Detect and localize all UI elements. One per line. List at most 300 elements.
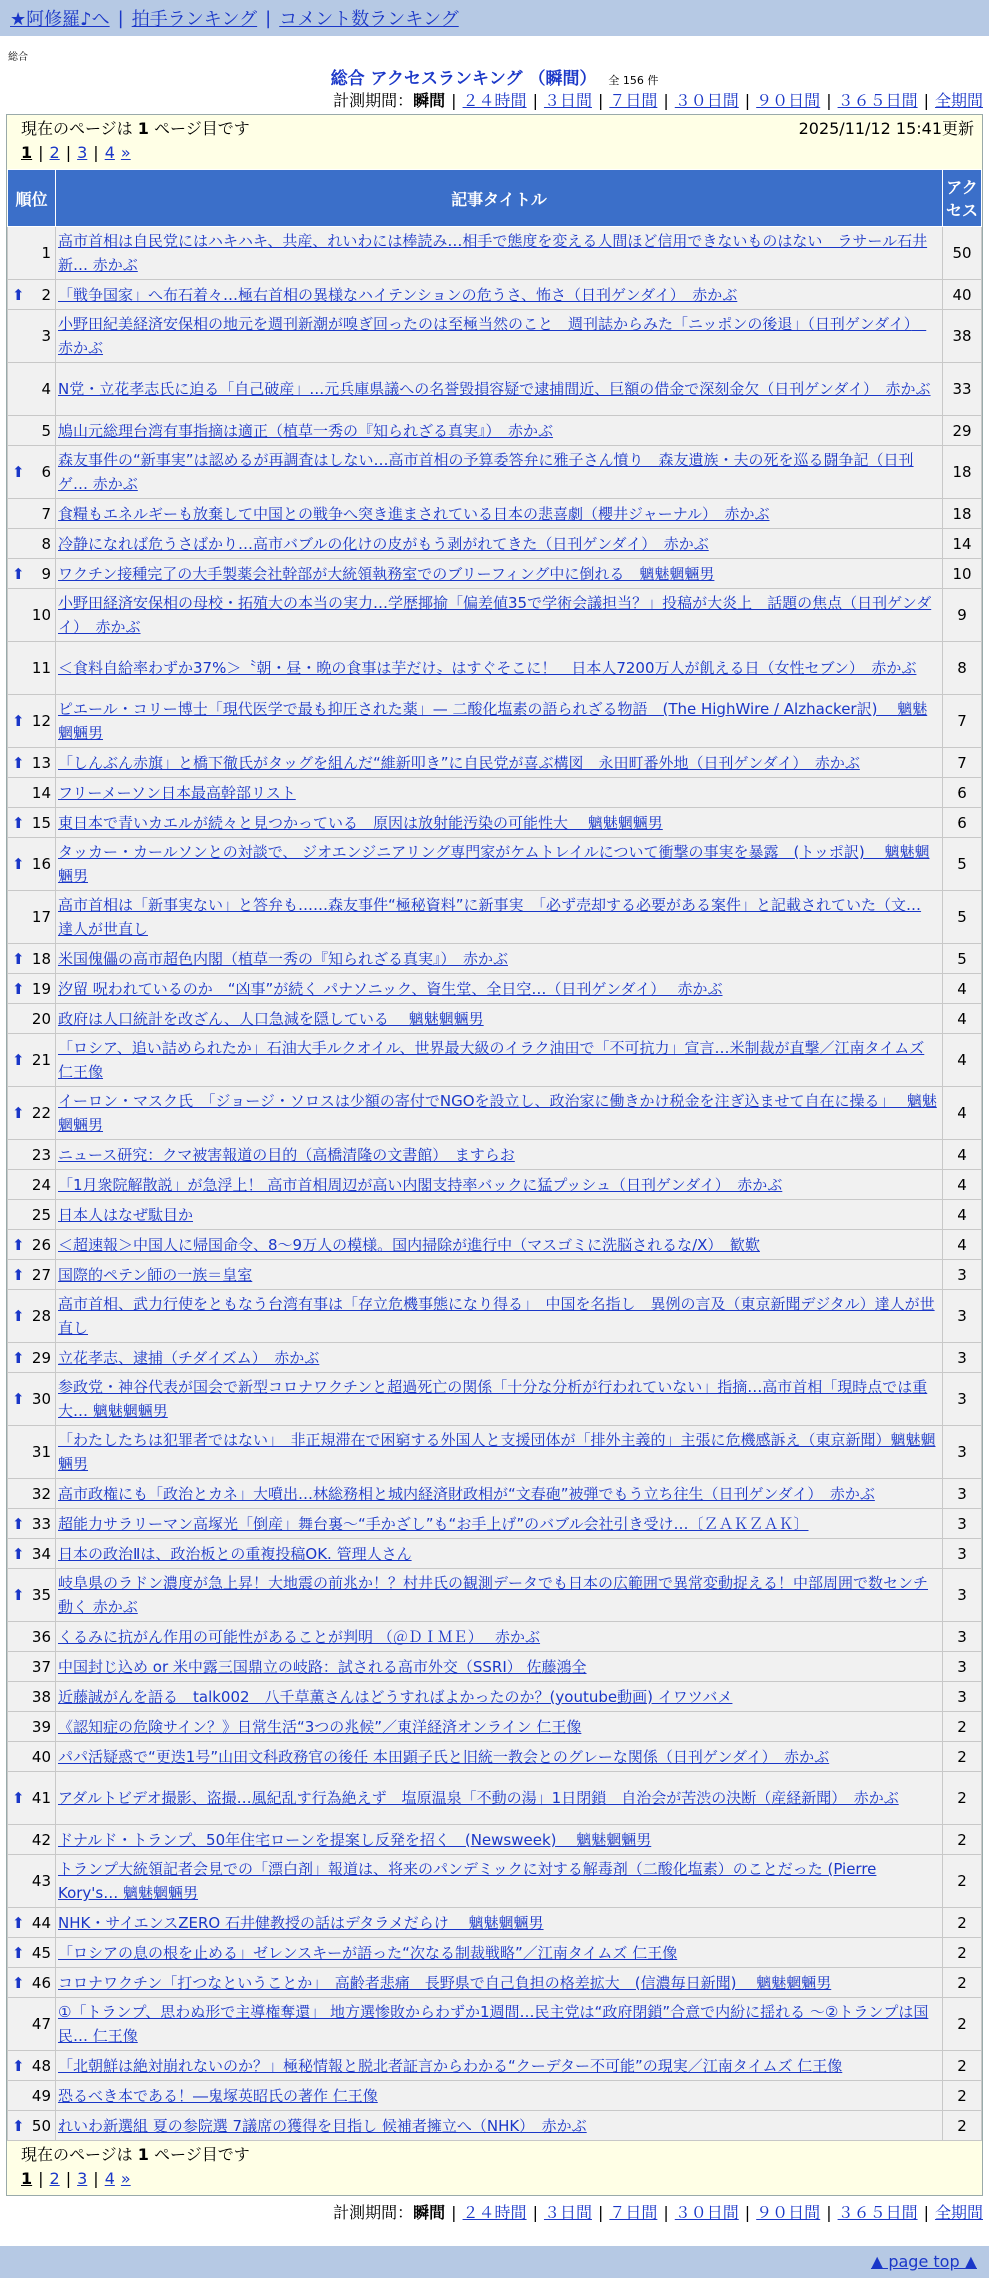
rank-number: 18 — [31, 949, 51, 968]
article-link[interactable]: 「ロシア、追い詰められたか」石油大手ルクオイル、世界最大級のイラク油田で「不可抗力」宣言…米制裁が直撃／江南タイムズ 仁王像 — [58, 1039, 925, 1081]
table-row — [8, 1855, 982, 1908]
link-applause-ranking[interactable]: 拍手ランキング — [131, 9, 258, 30]
rank-cell — [8, 1622, 56, 1652]
article-link[interactable]: 「戦争国家」へ布石着々…極右首相の異様なハイテンションの危うさ、怖さ（日刊ゲンダイ） 赤かぶ — [58, 285, 738, 304]
table-row — [8, 1908, 982, 1938]
rank-cell — [8, 1004, 56, 1034]
nav-separator: | — [265, 7, 272, 29]
rank-cell — [8, 1373, 56, 1426]
rank-number: 12 — [31, 712, 51, 730]
rank-cell — [8, 1034, 56, 1087]
total-count: 全 156 件 — [608, 74, 659, 87]
rank-up-arrow-icon: ⬆ — [12, 1973, 25, 1992]
pager-top — [21, 141, 974, 165]
rank-up-arrow-icon: ⬆ — [12, 712, 25, 730]
rank-cell — [8, 1908, 56, 1938]
rank-number: 36 — [31, 1627, 51, 1646]
ranking-container — [6, 114, 983, 2196]
title-cell — [56, 529, 943, 559]
rank-number: 5 — [41, 421, 51, 440]
article-link[interactable]: NHK・サイエンスZERO 石井健教授の話はデタラメだらけ 魑魅魍魎男 — [58, 1913, 544, 1932]
rank-number: 6 — [41, 463, 51, 481]
article-link[interactable]: ドナルド・トランプ、50年住宅ローンを提案し反発を招く (Newsweek) 魑魅魍魎男 — [58, 1830, 652, 1849]
article-link[interactable]: イーロン・マスク氏 「ジョージ・ソロスは少額の寄付でNGOを設立し、政治家に働きかけ税金を注ぎ込ませて自在に操る」 魑魅魍魎男 — [58, 1092, 937, 1134]
pager-page-3[interactable]: 3 — [77, 143, 88, 162]
period-separator: | — [532, 91, 538, 110]
page-info-top — [7, 115, 982, 169]
title-cell — [56, 1772, 943, 1825]
access-count: 3 — [943, 1260, 982, 1290]
article-link[interactable]: 食糧もエネルギーも放棄して中国との戦争へ突き進まされている日本の悲喜劇（櫻井ジャーナル） 赤かぶ — [58, 504, 770, 523]
access-count: 2 — [943, 1742, 982, 1772]
article-link[interactable]: 近藤誠がんを語る talk002 八千草薫さんはどうすればよかったのか？(youtube動画) イワツバメ — [58, 1687, 733, 1706]
rank-cell — [8, 695, 56, 748]
ranking-table — [7, 169, 982, 2141]
rank-cell — [8, 1260, 56, 1290]
pager-page-2[interactable]: 2 — [49, 2169, 60, 2188]
title-cell — [56, 1290, 943, 1343]
article-link[interactable]: 「1月衆院解散説」が急浮上！ 高市首相周辺が高い内閣支持率バックに猛プッシュ（日刊ゲンダイ） 赤かぶ — [58, 1175, 783, 1194]
access-count: 4 — [943, 1034, 982, 1087]
top-nav-bar — [0, 0, 989, 36]
table-row — [8, 1509, 982, 1539]
title-cell — [56, 1908, 943, 1938]
title-cell — [56, 1742, 943, 1772]
table-row — [8, 1682, 982, 1712]
period-option-1[interactable]: ３日間 — [543, 2203, 592, 2222]
access-count: 8 — [943, 642, 982, 695]
period-option-3[interactable]: ３０日間 — [674, 2203, 739, 2222]
rank-cell — [8, 944, 56, 974]
article-link[interactable]: パパ活疑惑で“更迭1号”山田文科政務官の後任 本田顕子氏と旧統一教会とのグレーな関係（日刊ゲンダイ） 赤かぶ — [58, 1747, 830, 1766]
rank-up-arrow-icon: ⬆ — [12, 1943, 25, 1962]
rank-up-arrow-icon: ⬆ — [12, 949, 25, 968]
article-link[interactable]: ＜食料自給率わずか37%＞〝朝・昼・晩の食事は芋だけ〟はすぐそこに！ 日本人7200万人が飢える日（女性セブン） 赤かぶ — [58, 659, 917, 677]
rank-cell — [8, 1509, 56, 1539]
article-link[interactable]: 「北朝鮮は絶対崩れないのか？」極秘情報と脱北者証言からわかる“クーデター不可能”の現実／江南タイムズ 仁王像 — [58, 2056, 843, 2075]
article-link[interactable]: 中国封じ込め or 米中露三国鼎立の岐路：試される高市外交（SSRI） 佐藤鴻全 — [58, 1657, 587, 1676]
article-link[interactable]: 東日本で青いカエルが続々と見つかっている 原因は放射能汚染の可能性大 魑魅魍魎男 — [58, 813, 663, 832]
rank-number: 20 — [31, 1009, 51, 1028]
rank-cell — [8, 499, 56, 529]
period-current: 瞬間 — [413, 2203, 446, 2222]
period-option-4[interactable]: ９０日間 — [756, 2203, 821, 2222]
table-row — [8, 310, 982, 363]
rank-up-arrow-icon: ⬆ — [12, 463, 25, 481]
pager-separator: | — [93, 143, 99, 162]
article-link[interactable]: ワクチン接種完了の大手製薬会社幹部が大統領執務室でのブリーフィング中に倒れる 魑魅魍魎男 — [58, 564, 715, 583]
pager-bottom — [21, 2167, 974, 2191]
article-link[interactable]: 恐るべき本である！―鬼塚英昭氏の著作 仁王像 — [58, 2086, 378, 2105]
table-row — [8, 416, 982, 446]
article-link[interactable]: アダルトビデオ撮影、盗撮…風紀乱す行為絶えず 塩原温泉「不動の湯」1日閉鎖 自治会が苦渋の決断（産経新聞） 赤かぶ — [58, 1789, 899, 1807]
title-cell — [56, 1373, 943, 1426]
title-cell — [56, 227, 943, 280]
rank-number: 39 — [31, 1717, 51, 1736]
rank-number: 31 — [31, 1443, 51, 1461]
rank-cell — [8, 1712, 56, 1742]
access-count: 5 — [943, 891, 982, 944]
access-count: 2 — [943, 1968, 982, 1998]
period-separator: | — [663, 91, 669, 110]
rank-cell — [8, 1772, 56, 1825]
rank-up-arrow-icon: ⬆ — [12, 1235, 25, 1254]
link-ashura-top[interactable]: ★阿修羅♪へ — [10, 9, 110, 30]
rank-number: 13 — [31, 753, 51, 772]
rank-number: 29 — [31, 1348, 51, 1367]
article-link[interactable]: N党・立花孝志氏に迫る「自己破産」…元兵庫県議への名誉毀損容疑で逮捕間近、巨額の借金で深刻金欠（日刊ゲンダイ） 赤かぶ — [58, 380, 931, 398]
access-count: 7 — [943, 695, 982, 748]
period-separator: | — [826, 91, 832, 110]
rank-number: 28 — [31, 1307, 51, 1325]
rank-cell — [8, 1652, 56, 1682]
article-link[interactable]: ニュース研究：クマ被害報道の目的（高橋清隆の文書館） ますらお — [58, 1145, 515, 1164]
article-link[interactable]: ＜超速報＞中国人に帰国命令、8〜9万人の模様。国内掃除が進行中（マスゴミに洗脳されるな/X） 歓歎 — [58, 1235, 760, 1254]
table-row — [8, 1742, 982, 1772]
rank-cell — [8, 808, 56, 838]
rank-number: 3 — [41, 327, 51, 345]
title-cell — [56, 416, 943, 446]
table-row — [8, 1968, 982, 1998]
table-row — [8, 363, 982, 416]
table-row — [8, 1200, 982, 1230]
period-selector-bottom — [0, 2200, 989, 2226]
table-row — [8, 1772, 982, 1825]
rank-up-arrow-icon: ⬆ — [12, 2056, 25, 2075]
article-link[interactable]: タッカー・カールソンとの対談で、 ジオエンジニアリング専門家がケムトレイルについて衝撃の事実を暴露 (トッポ訳) 魑魅魍魎男 — [58, 843, 930, 885]
article-link[interactable]: 《認知症の危険サイン？》日常生活“3つの兆候”／東洋経済オンライン 仁王像 — [58, 1717, 582, 1736]
title-cell — [56, 778, 943, 808]
rank-up-arrow-icon: ⬆ — [12, 979, 25, 998]
rank-cell — [8, 838, 56, 891]
access-count: 18 — [943, 499, 982, 529]
title-cell — [56, 559, 943, 589]
rank-cell — [8, 1938, 56, 1968]
period-current: 瞬間 — [413, 91, 446, 110]
rank-up-arrow-icon: ⬆ — [12, 1586, 25, 1604]
access-count: 4 — [943, 1004, 982, 1034]
table-row — [8, 1373, 982, 1426]
rank-cell — [8, 280, 56, 310]
title-cell — [56, 310, 943, 363]
rank-cell — [8, 891, 56, 944]
title-cell — [56, 1509, 943, 1539]
access-count: 29 — [943, 416, 982, 446]
article-link[interactable]: 冷静になれば危うさばかり…高市バブルの化けの皮がもう剥がれてきた（日刊ゲンダイ） 赤かぶ — [58, 534, 709, 553]
rank-number: 4 — [41, 380, 51, 398]
pager-separator: | — [38, 143, 44, 162]
table-row — [8, 1170, 982, 1200]
table-row — [8, 2081, 982, 2111]
table-row — [8, 974, 982, 1004]
article-link[interactable]: 森友事件の“新事実”は認めるが再調査はしない…高市首相の予算委答弁に雅子さん憤り 森友遺族・夫の死を巡る闘争記（日刊ゲ… 赤かぶ — [58, 451, 914, 493]
rank-number: 50 — [31, 2116, 51, 2135]
period-option-2[interactable]: ７日間 — [609, 2203, 658, 2222]
rank-number: 8 — [41, 534, 51, 553]
period-separator: | — [744, 2203, 751, 2222]
rank-cell — [8, 2111, 56, 2141]
table-row — [8, 1569, 982, 1622]
access-count: 2 — [943, 1825, 982, 1855]
current-page-text: 現在のページは 1 ページ目です — [21, 2145, 250, 2164]
article-link[interactable]: トランプ大統領記者会見での「漂白剤」報道は、将来のパンデミックに対する解毒剤（二酸化塩素）のことだった (Pierre Kory's… 魑魅魍魎男 — [58, 1860, 877, 1902]
article-link[interactable]: 小野田経済安保相の母校・拓殖大の本当の実力…学歴揶揄「偏差値35で学術会議担当？」投稿が大炎上 話題の焦点（日刊ゲンダイ） 赤かぶ — [58, 594, 932, 636]
table-row — [8, 1938, 982, 1968]
title-cell — [56, 1712, 943, 1742]
rank-cell — [8, 1343, 56, 1373]
title-cell — [56, 2081, 943, 2111]
rank-number: 38 — [31, 1687, 51, 1706]
rank-up-arrow-icon: ⬆ — [12, 564, 25, 583]
rank-number: 16 — [31, 855, 51, 873]
title-cell — [56, 1200, 943, 1230]
access-count: 2 — [943, 1938, 982, 1968]
article-link[interactable]: 高市首相、武力行使をともなう台湾有事は「存立危機事態になり得る」 中国を名指し 異例の言及（東京新聞デジタル）達人が世直し — [58, 1295, 935, 1337]
pager-page-1[interactable]: 1 — [21, 2169, 33, 2188]
rank-number: 14 — [31, 783, 51, 802]
pager-separator: | — [93, 2169, 99, 2188]
pager-page-3[interactable]: 3 — [77, 2169, 88, 2188]
table-row — [8, 227, 982, 280]
table-row — [8, 446, 982, 499]
nav-separator: | — [117, 7, 124, 29]
article-link[interactable]: 高市首相は自民党にはハキハキ、共産、れいわには棒読み…相手で態度を変える人間ほど信用できないものはない ラサール石井 新… 赤かぶ — [58, 232, 928, 274]
pager-next[interactable]: » — [120, 2169, 131, 2188]
rank-cell — [8, 1290, 56, 1343]
table-row — [8, 2111, 982, 2141]
article-link[interactable]: 小野田紀美経済安保相の地元を週刊新潮が嗅ぎ回ったのは至極当然のこと 週刊誌からみた「ニッポンの後退」（日刊ゲンダイ） 赤かぶ — [58, 315, 927, 357]
rank-cell — [8, 1569, 56, 1622]
rank-cell — [8, 1825, 56, 1855]
title-cell — [56, 2111, 943, 2141]
article-link[interactable]: 立花孝志、逮捕（チダイズム） 赤かぶ — [58, 1348, 320, 1367]
title-cell — [56, 891, 943, 944]
rank-number: 22 — [31, 1104, 51, 1122]
title-cell — [56, 1938, 943, 1968]
period-option-4[interactable]: ９０日間 — [756, 91, 821, 110]
rank-cell — [8, 1170, 56, 1200]
access-count: 33 — [943, 363, 982, 416]
rank-up-arrow-icon: ⬆ — [12, 1789, 25, 1807]
rank-cell — [8, 446, 56, 499]
period-separator: | — [597, 2203, 604, 2222]
table-row — [8, 1343, 982, 1373]
article-link[interactable]: 岐阜県のラドン濃度が急上昇！大地震の前兆か！？村井氏の観測データでも日本の広範囲で異常変動捉える！中部周囲で数センチ動く 赤かぶ — [58, 1574, 929, 1616]
title-cell — [56, 1343, 943, 1373]
access-count: 3 — [943, 1479, 982, 1509]
title-cell — [56, 974, 943, 1004]
table-row — [8, 280, 982, 310]
rank-number: 21 — [31, 1051, 51, 1069]
rank-cell — [8, 1968, 56, 1998]
access-count: 2 — [943, 1855, 982, 1908]
period-label: 計測期間： — [333, 91, 414, 110]
access-count: 3 — [943, 1569, 982, 1622]
article-link[interactable]: 汐留 呪われているのか “凶事”が続く パナソニック、資生堂、全日空…（日刊ゲンダイ） 赤かぶ — [58, 979, 723, 998]
period-option-5[interactable]: ３６５日間 — [837, 2203, 918, 2222]
period-option-6[interactable]: 全期間 — [934, 2203, 983, 2222]
table-row — [8, 778, 982, 808]
article-link[interactable]: 「わたしたちは犯罪者ではない」 非正規滞在で困窮する外国人と支援団体が「排外主義的」主張に危機感訴え（東京新聞）魑魅魍魎男 — [58, 1431, 936, 1473]
period-option-1[interactable]: ３日間 — [543, 91, 592, 110]
access-count: 3 — [943, 1682, 982, 1712]
table-row — [8, 2051, 982, 2081]
rank-cell — [8, 1426, 56, 1479]
period-separator: | — [826, 2203, 832, 2222]
article-link[interactable]: 日本の政治Ⅱは、政治板との重複投稿OK. 管理人さん — [58, 1544, 412, 1563]
rank-cell — [8, 227, 56, 280]
title-cell — [56, 1652, 943, 1682]
header-access: アクセス — [943, 170, 982, 227]
rank-number: 48 — [31, 2056, 51, 2075]
rank-number: 25 — [31, 1205, 51, 1224]
access-count: 40 — [943, 280, 982, 310]
period-option-3[interactable]: ３０日間 — [674, 91, 739, 110]
access-count: 7 — [943, 748, 982, 778]
article-link[interactable]: 高市政権にも「政治とカネ」大噴出…林総務相と城内経済財政相が“文春砲”被弾でもう立ち往生（日刊ゲンダイ） 赤かぶ — [58, 1484, 875, 1503]
rank-number: 11 — [31, 659, 51, 677]
access-count: 2 — [943, 1908, 982, 1938]
rank-cell — [8, 589, 56, 642]
rank-number: 46 — [31, 1973, 51, 1992]
access-count: 5 — [943, 838, 982, 891]
rank-number: 27 — [31, 1265, 51, 1284]
table-row — [8, 1034, 982, 1087]
title-cell — [56, 1855, 943, 1908]
pager-page-4[interactable]: 4 — [104, 143, 115, 162]
rank-number: 10 — [31, 606, 51, 624]
pager-page-2[interactable]: 2 — [49, 143, 60, 162]
rank-number: 7 — [41, 504, 51, 523]
article-link[interactable]: 「ロシアの息の根を止める」ゼレンスキーが語った“次なる制裁戦略”／江南タイムズ 仁王像 — [58, 1943, 678, 1962]
rank-cell — [8, 1087, 56, 1140]
pager-page-1[interactable]: 1 — [21, 143, 33, 162]
access-count: 4 — [943, 1230, 982, 1260]
pager-separator: | — [65, 143, 72, 162]
rank-cell — [8, 310, 56, 363]
article-link[interactable]: ①「トランプ、思わぬ形で主導権奪還」 地方選惨敗からわずか1週間…民主党は“政府閉鎖”合意で内紛に揺れる ～②トランプは国民… 仁王像 — [58, 2003, 929, 2045]
table-row — [8, 1087, 982, 1140]
access-count: 4 — [943, 974, 982, 1004]
table-row — [8, 1652, 982, 1682]
pager-separator: | — [38, 2169, 44, 2188]
access-count: 6 — [943, 778, 982, 808]
rank-cell — [8, 1998, 56, 2051]
rank-up-arrow-icon: ⬆ — [12, 1514, 25, 1533]
period-separator: | — [532, 2203, 538, 2222]
period-option-6[interactable]: 全期間 — [934, 91, 983, 110]
rank-number: 1 — [41, 244, 51, 262]
article-link[interactable]: 鳩山元総理台湾有事指摘は適正（植草一秀の『知られざる真実』） 赤かぶ — [58, 421, 554, 440]
article-link[interactable]: 政府は人口統計を改ざん、人口急減を隠している 魑魅魍魎男 — [58, 1009, 484, 1028]
rank-number: 32 — [31, 1484, 51, 1503]
period-separator: | — [451, 91, 457, 110]
rank-number: 49 — [31, 2086, 51, 2105]
article-link[interactable]: 日本人はなぜ駄目か — [58, 1205, 194, 1224]
table-row — [8, 1290, 982, 1343]
rank-up-arrow-icon: ⬆ — [12, 1307, 25, 1325]
article-link[interactable]: 「しんぶん赤旗」と橋下徹氏がタッグを組んだ“維新叩き”に自民党が喜ぶ構図 永田町番外地（日刊ゲンダイ） 赤かぶ — [58, 753, 860, 772]
table-row — [8, 1712, 982, 1742]
period-separator: | — [923, 91, 929, 110]
rank-up-arrow-icon: ⬆ — [12, 2116, 25, 2135]
page-title: 総合 アクセスランキング （瞬間） — [330, 69, 597, 89]
rank-cell — [8, 363, 56, 416]
rank-up-arrow-icon: ⬆ — [12, 1544, 25, 1563]
table-row — [8, 1140, 982, 1170]
title-cell — [56, 808, 943, 838]
pager-page-4[interactable]: 4 — [104, 2169, 115, 2188]
rank-cell — [8, 1682, 56, 1712]
pager-next[interactable]: » — [120, 143, 131, 162]
rank-cell — [8, 748, 56, 778]
rank-cell — [8, 1200, 56, 1230]
rank-up-arrow-icon: ⬆ — [12, 1348, 25, 1367]
article-link[interactable]: 米国傀儡の高市超色内閣（植草一秀の『知られざる真実』） 赤かぶ — [58, 949, 509, 968]
article-link[interactable]: フリーメーソン日本最高幹部リスト — [58, 783, 296, 802]
period-option-0[interactable]: ２４時間 — [462, 91, 527, 110]
title-cell — [56, 1034, 943, 1087]
table-row — [8, 1825, 982, 1855]
title-cell — [56, 642, 943, 695]
access-count: 14 — [943, 529, 982, 559]
access-count: 6 — [943, 808, 982, 838]
link-comment-ranking[interactable]: コメント数ランキング — [279, 9, 459, 30]
period-separator: | — [744, 91, 751, 110]
access-count: 3 — [943, 1622, 982, 1652]
access-count: 3 — [943, 1343, 982, 1373]
table-row — [8, 642, 982, 695]
table-row — [8, 1260, 982, 1290]
period-option-2[interactable]: ７日間 — [609, 91, 658, 110]
access-count: 3 — [943, 1539, 982, 1569]
article-link[interactable]: 高市首相は「新事実ない」と答弁も……森友事件“極秘資料”に新事実 「必ず売却する必要がある案件」と記載されていた（文… 達人が世直し — [58, 896, 922, 938]
rank-up-arrow-icon: ⬆ — [12, 285, 25, 304]
rank-cell — [8, 1479, 56, 1509]
title-cell — [56, 1682, 943, 1712]
rank-cell — [8, 1539, 56, 1569]
title-cell — [56, 1825, 943, 1855]
table-row — [8, 1426, 982, 1479]
title-cell — [56, 363, 943, 416]
access-count: 38 — [943, 310, 982, 363]
article-link[interactable]: 超能力サラリーマン高塚光「倒産」舞台裏〜“手かざし”も“お手上げ”のバブル会社引き受け…〔ＺＡＫＺＡＫ〕 — [58, 1514, 809, 1533]
rank-number: 9 — [41, 564, 51, 583]
period-selector-top — [0, 88, 989, 114]
article-link[interactable]: コロナワクチン「打つなということか」 高齢者悲痛 長野県で自己負担の格差拡大 (信濃毎日新聞) 魑魅魍魎男 — [58, 1973, 832, 1992]
rank-up-arrow-icon: ⬆ — [12, 855, 25, 873]
period-label: 計測期間： — [333, 2203, 414, 2222]
page-info-bottom — [7, 2141, 982, 2195]
access-count: 50 — [943, 227, 982, 280]
access-count: 4 — [943, 1200, 982, 1230]
table-row — [8, 529, 982, 559]
footer-bar — [0, 2246, 989, 2278]
title-cell — [56, 1968, 943, 1998]
article-link[interactable]: れいわ新選組 夏の参院選 7議席の獲得を目指し 候補者擁立へ（NHK） 赤かぶ — [58, 2116, 587, 2135]
article-link[interactable]: 参政党・神谷代表が国会で新型コロナワクチンと超過死亡の関係「十分な分析が行われていない」指摘…高市首相「現時点では重大… 魑魅魍魎男 — [58, 1378, 928, 1420]
article-link[interactable]: ピエール・コリー博士「現代医学で最も抑圧された薬」— 二酸化塩素の語られざる物語 (The HighWire / Alzhacker訳) 魑魅魍魎男 — [58, 700, 928, 742]
article-link[interactable]: 国際的ペテン師の一族＝皇室 — [58, 1265, 253, 1284]
updated-timestamp: 2025/11/12 15:41更新 — [798, 119, 974, 138]
rank-number: 24 — [31, 1175, 51, 1194]
period-option-5[interactable]: ３６５日間 — [837, 91, 918, 110]
page-top-link[interactable]: ▲ page top ▲ — [870, 2252, 977, 2271]
access-count: 9 — [943, 589, 982, 642]
article-link[interactable]: くるみに抗がん作用の可能性があることが判明 （＠ＤＩＭＥ） 赤かぶ — [58, 1627, 541, 1646]
period-option-0[interactable]: ２４時間 — [462, 2203, 527, 2222]
access-count: 2 — [943, 2051, 982, 2081]
